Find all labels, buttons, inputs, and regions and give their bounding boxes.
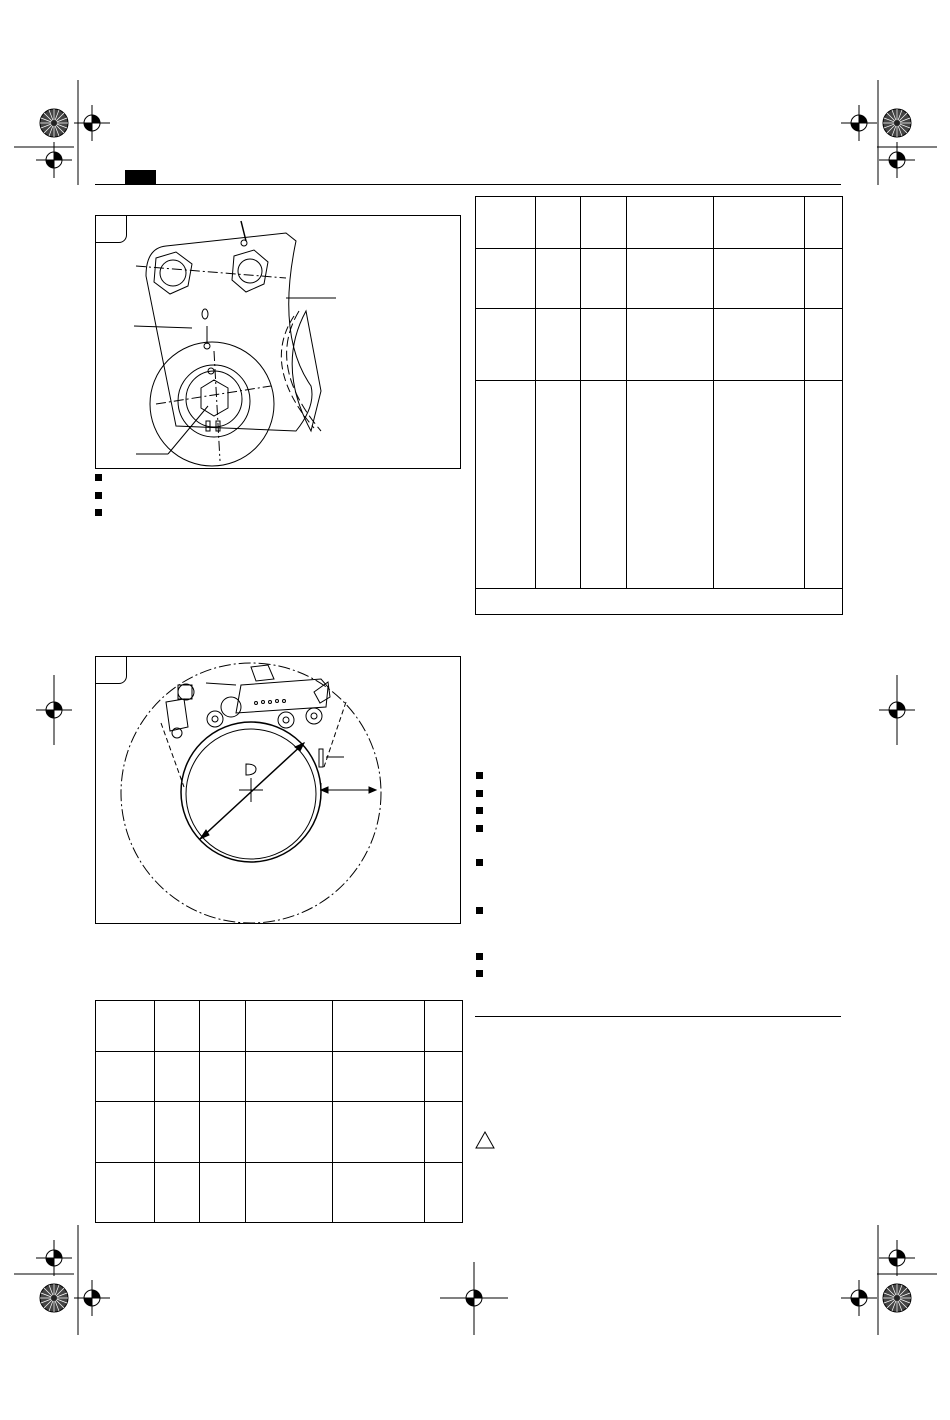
table-cell [805, 197, 843, 249]
table-cell [714, 197, 805, 249]
table-cell [246, 1163, 333, 1223]
table-row [476, 249, 843, 309]
table-cell [333, 1102, 425, 1163]
table-cell [627, 381, 714, 589]
table-cell [246, 1001, 333, 1052]
table-cell [627, 309, 714, 381]
table-cell [805, 381, 843, 589]
table-footer-row [476, 589, 843, 615]
table-cell [96, 1052, 155, 1102]
table-cell [581, 249, 627, 309]
mounting-plate-drawing [96, 216, 461, 469]
table-cell [536, 309, 581, 381]
table-cell [246, 1102, 333, 1163]
table-cell [581, 309, 627, 381]
table-cell [200, 1163, 246, 1223]
header-rule [95, 184, 841, 185]
table-cell [96, 1102, 155, 1163]
table-cell [536, 197, 581, 249]
figure-mounting-plate [95, 215, 461, 469]
table-cell [476, 197, 536, 249]
table-cell [805, 309, 843, 381]
table-cell [476, 309, 536, 381]
table-row [476, 309, 843, 381]
table-cell [536, 249, 581, 309]
table-cell [714, 249, 805, 309]
cutting-unit-drawing [96, 657, 461, 924]
table-footer [476, 589, 843, 615]
table-cell [581, 197, 627, 249]
table-cell [476, 249, 536, 309]
left-data-table [95, 1000, 463, 1223]
table-cell [333, 1001, 425, 1052]
table-cell [333, 1052, 425, 1102]
table-row [96, 1163, 463, 1223]
table-row [96, 1001, 463, 1052]
bullet-marker [476, 807, 483, 814]
table-cell [714, 381, 805, 589]
language-tab [125, 170, 156, 185]
bullet-marker [476, 970, 483, 977]
table-cell [155, 1163, 200, 1223]
table-cell [155, 1001, 200, 1052]
table-cell [627, 197, 714, 249]
table-cell [333, 1163, 425, 1223]
table-cell [96, 1001, 155, 1052]
figure-cutting-unit [95, 656, 461, 924]
bullet-marker [476, 859, 483, 866]
table-cell [425, 1052, 463, 1102]
table-cell [96, 1163, 155, 1223]
table-row [96, 1102, 463, 1163]
bullet-marker [95, 492, 102, 499]
bullet-marker [476, 953, 483, 960]
table-cell [714, 309, 805, 381]
bullet-marker [95, 509, 102, 516]
bullet-marker [476, 907, 483, 914]
table-cell [425, 1102, 463, 1163]
section-rule [475, 1016, 841, 1017]
bullet-marker [476, 772, 483, 779]
table-cell [536, 381, 581, 589]
table-cell [155, 1052, 200, 1102]
table-row [476, 381, 843, 589]
table-row [96, 1052, 463, 1102]
table-cell [200, 1001, 246, 1052]
table-row [476, 197, 843, 249]
bullet-marker [476, 790, 483, 797]
table-cell [581, 381, 627, 589]
table-cell [155, 1102, 200, 1163]
table-cell [200, 1052, 246, 1102]
bullet-marker [476, 825, 483, 832]
table-cell [627, 249, 714, 309]
table-cell [425, 1001, 463, 1052]
warning-triangle-icon [475, 1131, 495, 1149]
table-cell [476, 381, 536, 589]
table-cell [805, 249, 843, 309]
table-cell [246, 1052, 333, 1102]
right-data-table [475, 196, 843, 615]
bullet-marker [95, 474, 102, 481]
table-cell [200, 1102, 246, 1163]
table-cell [425, 1163, 463, 1223]
